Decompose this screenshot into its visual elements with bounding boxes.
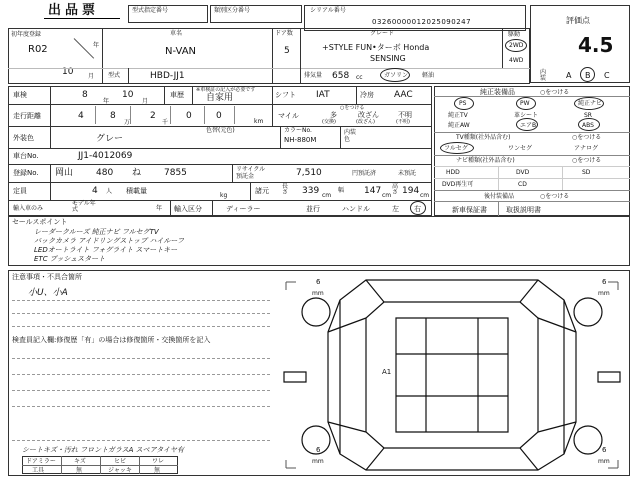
dims-unit-2: cm xyxy=(382,192,392,199)
sales-line-3: LEDオートライト フォグライト スマートキー xyxy=(34,246,178,254)
tv-option-analog: アナログ xyxy=(574,145,599,152)
drive-4wd: 4WD xyxy=(509,57,524,64)
chassis-label: 車台No. xyxy=(13,152,39,160)
tool-header-3: ヒビ xyxy=(114,458,127,465)
equip-circle-note: ○をつける xyxy=(540,89,570,96)
height-label: 高さ xyxy=(392,183,399,196)
inspection-month-mark: 月 xyxy=(142,98,149,105)
navi-option-sd: SD xyxy=(582,169,591,176)
car-body-outline xyxy=(328,280,576,470)
reg-kana: ね xyxy=(132,168,142,178)
mileage-digit-1: 4 xyxy=(78,111,84,121)
import-dealer: ディーラー xyxy=(226,205,261,213)
width-value: 147 xyxy=(364,186,382,196)
equip-ps: PS xyxy=(459,100,467,107)
odo-option-label-2: (改ざん) xyxy=(356,119,375,125)
usage-value: 自家用 xyxy=(206,93,234,103)
first-reg-label: 初年度登録 xyxy=(11,31,42,38)
sales-points-title: セールスポイント xyxy=(12,218,68,226)
equip-aw: 純正AW xyxy=(448,122,470,129)
month-mark: 月 xyxy=(88,73,95,80)
tool-value-3: ジャッキ xyxy=(108,467,132,474)
sales-line-2: バックカメラ アイドリングストップ ハイルーフ xyxy=(34,237,185,245)
sales-line-1: レーダークルーズ 純正ナビ フルセグTV xyxy=(34,228,159,236)
tire-label-rr: 6 xyxy=(602,446,607,454)
grade-label: グレード xyxy=(370,30,395,37)
sales-line-4: ETC プッシュスタート xyxy=(34,255,106,263)
equip-leather: 革シート xyxy=(514,112,539,119)
tool-header-2: キズ xyxy=(74,458,86,465)
color-code-label: カラーNo. xyxy=(284,127,312,134)
recycle-label: リサイクル預託金 xyxy=(236,166,266,180)
displacement-unit: cc xyxy=(356,74,363,81)
month-value: 10 xyxy=(62,67,74,77)
capacity-unit: 人 xyxy=(106,188,113,195)
type-label: 型式 xyxy=(108,72,121,79)
recycle-status-1: 円預託済 xyxy=(352,170,377,177)
equip-sr: SR xyxy=(584,112,592,119)
navi-note: ○をつける xyxy=(572,157,602,164)
tire-label-fr: 6 xyxy=(602,278,607,286)
navi-option-hdd: HDD xyxy=(446,169,460,176)
tv-label: TV種類(社外品含む) xyxy=(456,134,511,141)
tool-value-2: 無 xyxy=(76,467,83,474)
navi-option-dvdplay: DVD再生可 xyxy=(442,181,474,188)
width-label: 幅 xyxy=(338,187,345,194)
navi-option-cd: CD xyxy=(518,181,527,188)
length-value: 339 xyxy=(302,186,320,196)
model-value: N-VAN xyxy=(165,46,197,57)
import-label: 輸入車のみ xyxy=(13,205,44,212)
notes-handwritten: 小U、小A xyxy=(28,288,68,298)
grade-line2: SENSING xyxy=(370,54,406,63)
equip-title: 純正装備品 xyxy=(480,88,515,96)
type-value: HBD-JJ1 xyxy=(150,71,185,81)
shift-label: シフト xyxy=(275,91,296,99)
usage-label: 車歴 xyxy=(170,91,184,99)
doors-value: 5 xyxy=(284,46,290,56)
handle-left: 左 xyxy=(392,205,399,213)
odo-option-2: 改ざん xyxy=(358,111,379,119)
inspection-month: 10 xyxy=(122,90,134,100)
tire-unit-fl: mm xyxy=(312,290,324,297)
type-approval-label: 型式指定番号 xyxy=(132,7,169,14)
color-value: グレー xyxy=(96,134,124,144)
tool-header-1: ドアミラー xyxy=(26,458,56,465)
reg-number: 7855 xyxy=(164,168,187,178)
navi-label: ナビ種類(社外品含む) xyxy=(456,157,515,164)
mileage-sen: 千 xyxy=(162,119,169,126)
odo-option-label-1: (交換) xyxy=(322,119,336,125)
classification-label: 類別区分番号 xyxy=(214,7,251,14)
dims-unit-3: cm xyxy=(420,192,430,199)
odo-circle-note: ○をつける xyxy=(340,105,365,111)
tire-unit-rl: mm xyxy=(312,458,324,465)
interior-grade-c: C xyxy=(604,71,610,80)
displacement-value: 658 xyxy=(332,71,350,81)
fuel-gas: ガソリン xyxy=(384,72,409,79)
fuel-light: 軽油 xyxy=(422,72,435,79)
tire-label-fl: 6 xyxy=(316,278,321,286)
length-label: 長さ xyxy=(282,183,289,196)
mileage-digit-2: 8 xyxy=(110,111,116,121)
tv-option-full: フルセグ xyxy=(444,145,468,152)
footer-note: シートキズ・汚れ フロントガラスA スペアタイヤ有 xyxy=(22,446,185,454)
car-diagram xyxy=(276,272,628,476)
mile-label: マイル xyxy=(278,112,299,120)
tire-unit-fr: mm xyxy=(598,290,610,297)
drive-label: 駆動 xyxy=(508,31,521,38)
dims-label: 諸元 xyxy=(255,187,269,195)
chassis-value: JJ1-4012069 xyxy=(78,151,133,161)
equip-navi: 純正ナビ xyxy=(578,100,603,107)
equip-pw: PW xyxy=(520,100,530,107)
shift-value: IAT xyxy=(316,90,330,100)
mileage-label: 走行距離 xyxy=(13,112,41,120)
interior-grade-b: B xyxy=(585,71,591,80)
dims-unit-1: cm xyxy=(322,192,332,199)
import-parallel: 並行 xyxy=(306,205,320,213)
inspector-title: 検査員記入欄:修復歴「有」の場合は修復箇所・交換箇所を記入 xyxy=(12,336,211,344)
mileage-digit-5: 0 xyxy=(216,111,222,121)
displacement-label: 排気量 xyxy=(304,72,323,79)
equip-airbag: エアB xyxy=(520,122,537,129)
interior-label: 内装 xyxy=(540,69,547,82)
equip-abs: ABS xyxy=(582,122,594,129)
recycle-status-2: 未預託 xyxy=(398,170,417,177)
ac-label: 冷房 xyxy=(360,91,374,99)
interior-grade-a: A xyxy=(566,71,572,80)
odo-option-1: 多 xyxy=(330,111,337,119)
height-value: 194 xyxy=(402,186,420,196)
drive-2wd: 2WD xyxy=(509,42,524,49)
odo-option-label-3: (不明) xyxy=(396,119,410,125)
doors-label: ドア数 xyxy=(275,30,293,37)
serial-label: シリアル番号 xyxy=(310,7,346,14)
handle-label: ハンドル xyxy=(342,205,370,213)
grade-line1: +STYLE FUN•ターボ Honda xyxy=(322,43,430,52)
inspection-year-mark: 年 xyxy=(103,98,110,105)
tire-unit-rr: mm xyxy=(598,458,610,465)
rating-value: 4.5 xyxy=(578,33,614,57)
tool-value-4: 無 xyxy=(154,467,161,474)
load-label: 積載量 xyxy=(126,187,147,195)
tv-option-one: ワンセグ xyxy=(508,145,533,152)
after-note: ○をつける xyxy=(540,193,570,200)
new-warranty: 新車保証書 xyxy=(452,206,487,214)
tv-note: ○をつける xyxy=(572,134,602,141)
model-year-label: モデル年式 xyxy=(72,200,96,213)
tool-header-4: ワレ xyxy=(152,458,165,465)
handle-right: 右 xyxy=(414,205,421,213)
manual: 取扱説明書 xyxy=(506,206,541,214)
color-code-value: NH-880M xyxy=(284,136,317,144)
tool-value-1: 工具 xyxy=(32,467,45,474)
reg-label: 登録No. xyxy=(13,169,39,177)
tire-label-rl: 6 xyxy=(316,446,321,454)
model-label: 車名 xyxy=(170,30,183,37)
reg-region: 岡山 xyxy=(55,168,74,178)
mileage-unit: km xyxy=(254,118,264,125)
era-year: R02 xyxy=(28,44,48,55)
damage-mark-a1: A1 xyxy=(382,368,392,376)
car-roof xyxy=(366,302,538,448)
rating-label: 評価点 xyxy=(566,16,590,25)
mileage-digit-3: 2 xyxy=(150,111,156,121)
load-unit: kg xyxy=(220,192,228,199)
equip-tv: 純正TV xyxy=(448,112,468,119)
reg-class: 480 xyxy=(96,168,114,178)
doc-title: 出品票 xyxy=(48,3,100,18)
inspection-label: 車検 xyxy=(13,91,27,99)
capacity-value: 4 xyxy=(92,186,98,196)
year-mark: 年 xyxy=(93,42,100,49)
navi-option-dvd: DVD xyxy=(516,169,530,176)
notes-title: 注意事項・不具合箇所 xyxy=(12,273,82,281)
usage-header: ※車検証の記入が必要です xyxy=(196,87,256,93)
recycle-value: 7,510 xyxy=(296,168,322,178)
serial-value: 03260000012025090247 xyxy=(372,18,472,26)
capacity-label: 定員 xyxy=(13,187,27,195)
after-label: 後付装備品 xyxy=(484,193,515,200)
import-class-label: 輸入区分 xyxy=(174,205,202,213)
mileage-man: 万 xyxy=(124,119,131,126)
inspection-year: 8 xyxy=(82,90,88,100)
color-change-label: 色替(元色) xyxy=(206,127,235,134)
ac-value: AAC xyxy=(394,90,413,100)
model-year-mark: 年 xyxy=(156,205,163,212)
odo-option-3: 不明 xyxy=(398,111,412,119)
color-label: 外装色 xyxy=(13,134,34,142)
inner-color-label: 内装色 xyxy=(344,129,357,143)
mileage-digit-4: 0 xyxy=(186,111,192,121)
